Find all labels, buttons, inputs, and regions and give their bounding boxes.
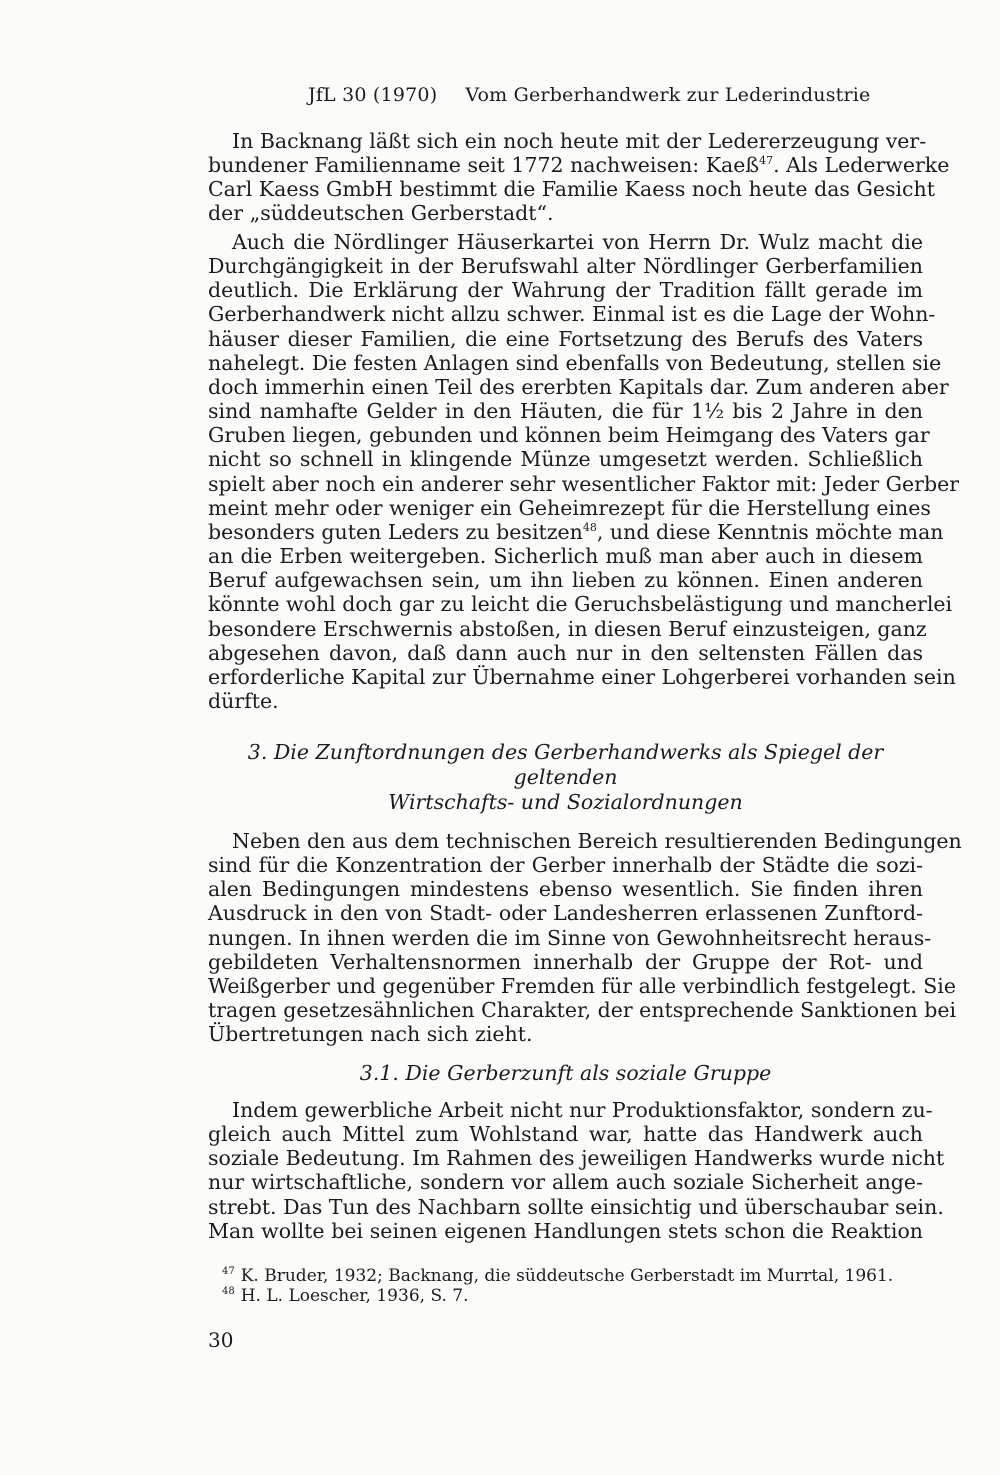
text-segment: . Als Lederwerke xyxy=(773,153,950,178)
heading-line: 3.1. Die Gerberzunft als soziale Gruppe xyxy=(359,1061,772,1085)
header-title: Vom Gerberhandwerk zur Lederindustrie xyxy=(465,84,871,106)
text-line: meint mehr oder weniger ein Geheimrezept für die Herstellung eines xyxy=(208,495,931,520)
text-line: könnte wohl doch gar zu leicht die Geruchsbelästigung und mancherlei xyxy=(208,592,953,617)
text-line: Neben den aus dem technischen Bereich resultierenden Bedingungen xyxy=(232,829,962,853)
text-line: In Backnang läßt sich ein noch heute mit der Ledererzeugung ver- xyxy=(232,129,927,153)
section-3-1-heading xyxy=(208,1061,923,1086)
text-line: Gruben liegen, gebunden und können beim Heimgang des Vaters gar xyxy=(208,423,930,448)
journal-reference: JfL 30 (1970) xyxy=(308,84,438,106)
footnote-text: K. Bruder, 1932; Backnang, die süddeutsche Gerberstadt im Murrtal, 1961. xyxy=(240,1266,894,1286)
footnote-ref-48[interactable]: 48 xyxy=(582,521,597,535)
text-segment: bundener Familienname seit 1772 nachweisen: Kaeß xyxy=(208,153,760,178)
text-line xyxy=(208,519,944,544)
text-line: Übertretungen nach sich zieht. xyxy=(208,1022,533,1047)
text-line: der „süddeutschen Gerberstadt“. xyxy=(208,201,554,226)
paragraph-noerdlingen xyxy=(208,230,960,713)
text-line: Beruf aufgewachsen sein, um ihn lieben zu können. Einen anderen xyxy=(208,568,923,593)
paragraph-gerberzunft xyxy=(208,1098,945,1243)
text-line: sind namhafte Gelder in den Häuten, die für 1½ bis 2 Jahre in den xyxy=(208,399,923,424)
heading-line: 3. Die Zunftordnungen des Gerberhandwerks als Spiegel der geltenden xyxy=(247,740,884,789)
text-line: Carl Kaess GmbH bestimmt die Familie Kaess noch heute das Gesicht xyxy=(208,177,935,202)
footnote-number: 47 xyxy=(222,1266,235,1278)
text-line: Ausdruck in den von Stadt- oder Landesherren erlassenen Zunftord- xyxy=(208,901,923,926)
footnotes xyxy=(222,1267,927,1306)
running-header xyxy=(308,84,923,106)
text-line: erforderliche Kapital zur Übernahme einer Lohgerberei vorhanden sein xyxy=(208,664,956,689)
text-line: dürfte. xyxy=(208,688,279,713)
text-line: nur wirtschaftliche, sondern vor allem auch soziale Sicherheit ange- xyxy=(208,1170,923,1195)
text-line: nahelegt. Die festen Anlagen sind ebenfalls von Bedeutung, stellen sie xyxy=(208,350,942,375)
text-line xyxy=(208,153,950,178)
text-line: spielt aber noch ein anderer sehr wesentlicher Faktor mit: Jeder Gerber xyxy=(208,471,960,496)
footnote-47 xyxy=(222,1267,927,1287)
text-line: an die Erben weitergeben. Sicherlich muß man aber auch in diesem xyxy=(208,544,923,569)
text-line: doch immerhin einen Teil des ererbten Kapitals dar. Zum anderen aber xyxy=(208,374,949,399)
text-segment: , und diese Kenntnis möchte man xyxy=(596,519,944,544)
text-segment: besonders guten Leders zu besitzen xyxy=(208,519,583,544)
text-line: Gerberhandwerk nicht allzu schwer. Einmal ist es die Lage der Wohn- xyxy=(208,302,936,327)
text-line: sind für die Konzentration der Gerber innerhalb der Städte die sozi- xyxy=(208,853,923,878)
text-line: Durchgängigkeit in der Berufswahl alter Nördlinger Gerberfamilien xyxy=(208,254,923,279)
text-line: gleich auch Mittel zum Wohlstand war, hatte das Handwerk auch xyxy=(208,1122,923,1147)
text-line: nicht so schnell in klingende Münze umgesetzt werden. Schließlich xyxy=(208,447,923,472)
footnote-ref-47[interactable]: 47 xyxy=(759,154,774,168)
paragraph-backnang xyxy=(208,129,950,226)
text-line: Auch die Nördlinger Häuserkartei von Herrn Dr. Wulz macht die xyxy=(232,230,923,254)
paragraph-zunftordnungen xyxy=(208,829,962,1047)
text-line: strebt. Das Tun des Nachbarn sollte einsichtig und überschaubar sein. xyxy=(208,1194,944,1219)
page-number: 30 xyxy=(208,1328,234,1352)
text-line: Indem gewerbliche Arbeit nicht nur Produktionsfaktor, sondern zu- xyxy=(232,1098,933,1122)
section-3-heading xyxy=(208,740,923,815)
text-line: gebildeten Verhaltensnormen innerhalb der Gruppe der Rot- und xyxy=(208,949,923,974)
footnote-number: 48 xyxy=(222,1285,235,1297)
text-line: häuser dieser Familien, die eine Fortsetzung des Berufs des Vaters xyxy=(208,326,923,351)
text-line: Weißgerber und gegenüber Fremden für alle verbindlich festgelegt. Sie xyxy=(208,973,956,998)
text-line: besondere Erschwernis abstoßen, in diesen Beruf einzusteigen, ganz xyxy=(208,616,927,641)
text-line: nungen. In ihnen werden die im Sinne von Gewohnheitsrecht heraus- xyxy=(208,925,932,950)
document-page xyxy=(208,0,962,1475)
text-line: Man wollte bei seinen eigenen Handlungen stets schon die Reaktion xyxy=(208,1218,923,1243)
text-line: abgesehen davon, daß dann auch nur in den seltensten Fällen das xyxy=(208,640,923,665)
text-line: soziale Bedeutung. Im Rahmen des jeweiligen Handwerks wurde nicht xyxy=(208,1146,945,1171)
text-line: deutlich. Die Erklärung der Wahrung der Tradition fällt gerade im xyxy=(208,278,923,303)
text-line: alen Bedingungen mindestens ebenso wesentlich. Sie finden ihren xyxy=(208,877,923,902)
footnote-text: H. L. Loescher, 1936, S. 7. xyxy=(240,1285,469,1306)
footnote-48 xyxy=(222,1287,927,1307)
text-line: tragen gesetzesähnlichen Charakter, der entsprechende Sanktionen bei xyxy=(208,998,957,1023)
heading-line: Wirtschafts- und Sozialordnungen xyxy=(388,790,743,814)
